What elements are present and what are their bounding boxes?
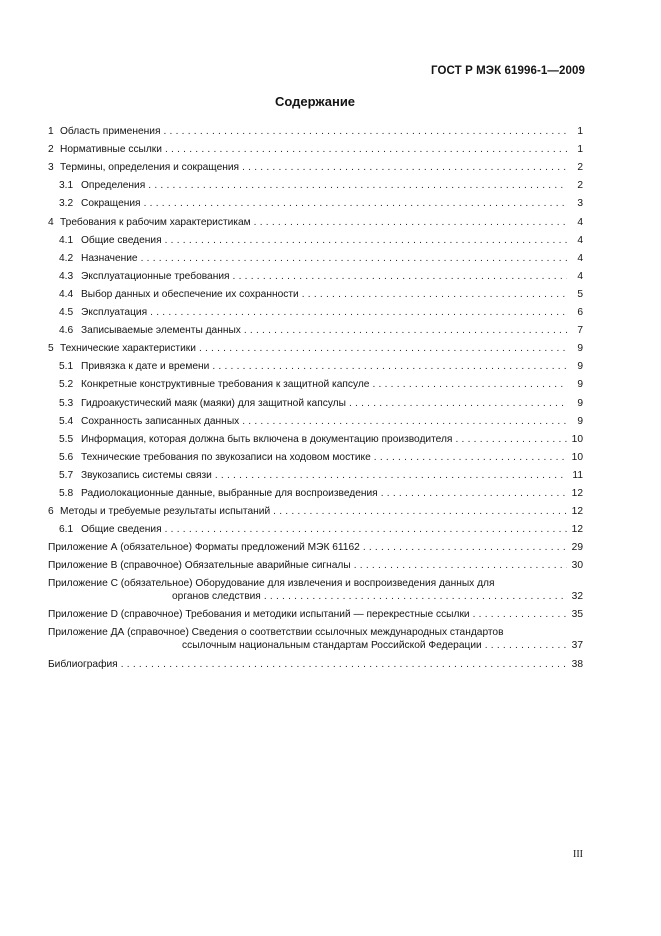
toc-entry-page: 38 [571, 658, 583, 670]
toc-entry-page: 4 [577, 234, 583, 246]
dot-leader [299, 288, 567, 301]
table-of-contents [48, 120, 583, 671]
toc-entry-page: 29 [571, 542, 583, 554]
toc-title: Содержание [274, 94, 356, 109]
toc-entry[interactable] [48, 518, 583, 536]
toc-entry-title: Общие сведения [81, 524, 162, 536]
toc-entry[interactable] [48, 373, 583, 391]
dot-leader [147, 306, 567, 319]
toc-entry-number: 4.1 [59, 234, 74, 246]
toc-annex-title: Приложение D (справочное) Требования и методики испытаний — перекрестные ссылки [48, 609, 470, 621]
toc-entry-number: 5.8 [59, 487, 74, 499]
dot-leader [452, 433, 567, 446]
toc-entry-number: 4.3 [59, 270, 74, 282]
dot-leader [270, 505, 567, 518]
toc-entry-page: 12 [571, 487, 583, 499]
toc-annex-title-cont: органов следствия [172, 591, 261, 603]
dot-leader [196, 342, 567, 355]
toc-entry-title: Эксплуатационные требования [81, 270, 230, 282]
toc-entry-page: 4 [577, 252, 583, 264]
toc-entry[interactable] [48, 301, 583, 319]
dot-leader [162, 234, 567, 247]
toc-entry-page: 4 [577, 216, 583, 228]
toc-entry-number: 5.7 [59, 469, 74, 481]
toc-annex-entry[interactable] [48, 554, 583, 572]
toc-entry-title: Гидроакустический маяк (маяки) для защитной капсулы [81, 397, 346, 409]
dot-leader [482, 639, 567, 652]
toc-entry-number: 4.6 [59, 325, 74, 337]
toc-bibliography-entry[interactable] [48, 652, 583, 670]
toc-annex-title: Приложение ДА (справочное) Сведения о соответствии ссылочных международных стандартов [48, 627, 504, 639]
toc-entry-page: 9 [577, 379, 583, 391]
toc-annex-title: Приложение С (обязательное) Оборудование для извлечения и воспроизведения данных для [48, 578, 495, 590]
dot-leader [378, 487, 567, 500]
toc-entry-page: 1 [577, 144, 583, 156]
toc-entry-number: 5 [48, 343, 54, 355]
toc-entry[interactable] [48, 174, 583, 192]
toc-annex-entry[interactable] [48, 536, 583, 554]
dot-leader [162, 523, 567, 536]
toc-entry-title: Выбор данных и обеспечение их сохранности [81, 288, 299, 300]
toc-entry[interactable] [48, 265, 583, 283]
toc-entry-number: 5.6 [59, 451, 74, 463]
toc-entry-title: Сохранность записанных данных [81, 415, 240, 427]
toc-entry-page: 12 [571, 524, 583, 536]
toc-annex-title: Приложение В (справочное) Обязательные аварийные сигналы [48, 560, 351, 572]
toc-entry-number: 5.4 [59, 415, 74, 427]
toc-entry-page: 4 [577, 270, 583, 282]
toc-entry[interactable] [48, 446, 583, 464]
toc-entry[interactable] [48, 120, 583, 138]
toc-entry-title: Методы и требуемые результаты испытаний [60, 506, 271, 518]
toc-entry-title: Назначение [81, 252, 138, 264]
toc-entry-page: 1 [577, 126, 583, 138]
toc-entry-title: Требования к рабочим характеристикам [60, 216, 251, 228]
toc-entry-number: 5.3 [59, 397, 74, 409]
toc-entry-page: 3 [577, 198, 583, 210]
toc-entry[interactable] [48, 428, 583, 446]
toc-entry-page: 9 [577, 343, 583, 355]
dot-leader [141, 197, 567, 210]
dot-leader [239, 161, 567, 174]
dot-leader [470, 608, 567, 621]
toc-entry-page: 35 [571, 609, 583, 621]
toc-entry[interactable] [48, 210, 583, 228]
toc-entry-number: 2 [48, 144, 54, 156]
toc-entry-page: 2 [577, 162, 583, 174]
dot-leader [138, 252, 567, 265]
toc-annex-title-cont: ссылочным национальным стандартам Российской Федерации [182, 640, 482, 652]
dot-leader [251, 216, 567, 229]
toc-entry-number: 4.2 [59, 252, 74, 264]
toc-entry[interactable] [48, 138, 583, 156]
dot-leader [230, 270, 567, 283]
dot-leader [371, 451, 567, 464]
toc-entry-title: Технические требования по звукозаписи на ходовом мостике [81, 451, 371, 463]
toc-entry-page: 9 [577, 415, 583, 427]
toc-entry-number: 4 [48, 216, 54, 228]
toc-entry-page: 32 [571, 591, 583, 603]
toc-entry[interactable] [48, 391, 583, 409]
dot-leader [160, 125, 567, 138]
toc-entry-number: 3.1 [59, 180, 74, 192]
toc-entry-number: 3.2 [59, 198, 74, 210]
toc-entry[interactable] [48, 283, 583, 301]
toc-entry[interactable] [48, 464, 583, 482]
toc-entry-title: Привязка к дате и времени [81, 361, 210, 373]
dot-leader [239, 415, 567, 428]
toc-entry-page: 6 [577, 307, 583, 319]
toc-entry-title: Записываемые элементы данных [81, 325, 241, 337]
toc-entry-number: 1 [48, 126, 54, 138]
toc-entry-number: 4.4 [59, 288, 74, 300]
toc-annex-entry[interactable] [48, 603, 583, 621]
toc-entry-number: 5.1 [59, 361, 74, 373]
toc-entry-number: 4.5 [59, 307, 74, 319]
toc-entry-title: Область применения [60, 126, 161, 138]
toc-entry-page: 2 [577, 180, 583, 192]
dot-leader [261, 590, 567, 603]
toc-entry-page: 10 [571, 451, 583, 463]
toc-entry-number: 6.1 [59, 524, 74, 536]
dot-leader [351, 559, 567, 572]
toc-entry-title: Термины, определения и сокращения [60, 162, 240, 174]
toc-entry-page: 12 [571, 506, 583, 518]
dot-leader [162, 143, 567, 156]
toc-entry-page: 30 [571, 560, 583, 572]
toc-entry[interactable] [48, 337, 583, 355]
toc-entry-number: 3 [48, 162, 54, 174]
toc-entry-title: Технические характеристики [60, 343, 196, 355]
toc-entry-page: 11 [572, 469, 583, 481]
toc-entry-title: Радиолокационные данные, выбранные для воспроизведения [81, 487, 378, 499]
toc-entry-title: Общие сведения [81, 234, 162, 246]
toc-entry[interactable] [48, 482, 583, 500]
toc-entry-page: 10 [571, 433, 583, 445]
dot-leader [118, 658, 567, 671]
toc-annex-entry[interactable] [48, 621, 583, 652]
toc-entry[interactable] [48, 229, 583, 247]
dot-leader [145, 179, 567, 192]
toc-entry-title: Звукозапись системы связи [81, 469, 212, 481]
toc-entry-page: 37 [571, 640, 583, 652]
toc-entry[interactable] [48, 500, 583, 518]
page-number: III [573, 849, 583, 860]
toc-entry-page: 7 [577, 325, 583, 337]
toc-entry-number: 6 [48, 506, 54, 518]
toc-entry-page: 5 [577, 288, 583, 300]
toc-entry[interactable] [48, 319, 583, 337]
toc-entry-title: Информация, которая должна быть включена в документацию производителя [81, 433, 453, 445]
toc-entry[interactable] [48, 192, 583, 210]
toc-entry-title: Определения [81, 180, 146, 192]
toc-entry[interactable] [48, 247, 583, 265]
dot-leader [212, 469, 567, 482]
toc-entry[interactable] [48, 410, 583, 428]
toc-entry-title: Эксплуатация [81, 307, 148, 319]
toc-entry-number: 5.2 [59, 379, 74, 391]
toc-annex-title: Библиография [48, 658, 118, 670]
toc-annex-entry[interactable] [48, 572, 583, 603]
dot-leader [369, 378, 567, 391]
toc-entry-title: Конкретные конструктивные требования к защитной капсуле [81, 379, 370, 391]
dot-leader [241, 324, 567, 337]
toc-entry-page: 9 [577, 361, 583, 373]
toc-entry-title: Нормативные ссылки [60, 144, 162, 156]
toc-entry[interactable] [48, 355, 583, 373]
toc-entry[interactable] [48, 156, 583, 174]
document-code: ГОСТ Р МЭК 61996-1—2009 [431, 65, 585, 77]
dot-leader [209, 360, 567, 373]
dot-leader [346, 397, 567, 410]
dot-leader [360, 541, 567, 554]
toc-entry-title: Сокращения [81, 198, 141, 210]
toc-entry-number: 5.5 [59, 433, 74, 445]
toc-annex-title: Приложение А (обязательное) Форматы предложений МЭК 61162 [48, 542, 360, 554]
toc-entry-page: 9 [577, 397, 583, 409]
